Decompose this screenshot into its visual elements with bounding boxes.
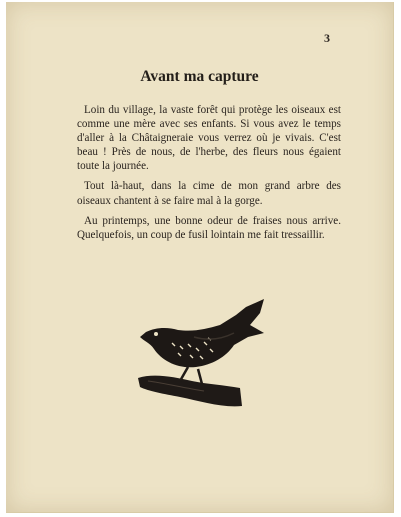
story-text [77,103,341,248]
page-title: Avant ma capture [140,68,259,85]
paragraph-1: Loin du village, la vaste forêt qui protège les oiseaux est comme une mère avec ses enfants. Si vous avez le temps d'aller à la Châtaigneraie vous verrez où je vivais. C'est beau ! Près de nous, de l'herbe, des fleurs nous égaient toute la journée. [77,104,341,173]
paragraph-2: Tout là-haut, dans la cime de mon grand arbre des oiseaux chantent à se faire mal à la gorge. [77,180,341,207]
branch-shape [138,376,242,407]
paragraph-3: Au printemps, une bonne odeur de fraises nous arrive. Quelquefois, un coup de fusil lointain me fait tressaillir. [77,214,341,241]
page-number: 3 [324,31,330,45]
book-page [6,2,394,513]
bird-eye [154,332,158,336]
bird-on-branch-icon [134,285,264,419]
